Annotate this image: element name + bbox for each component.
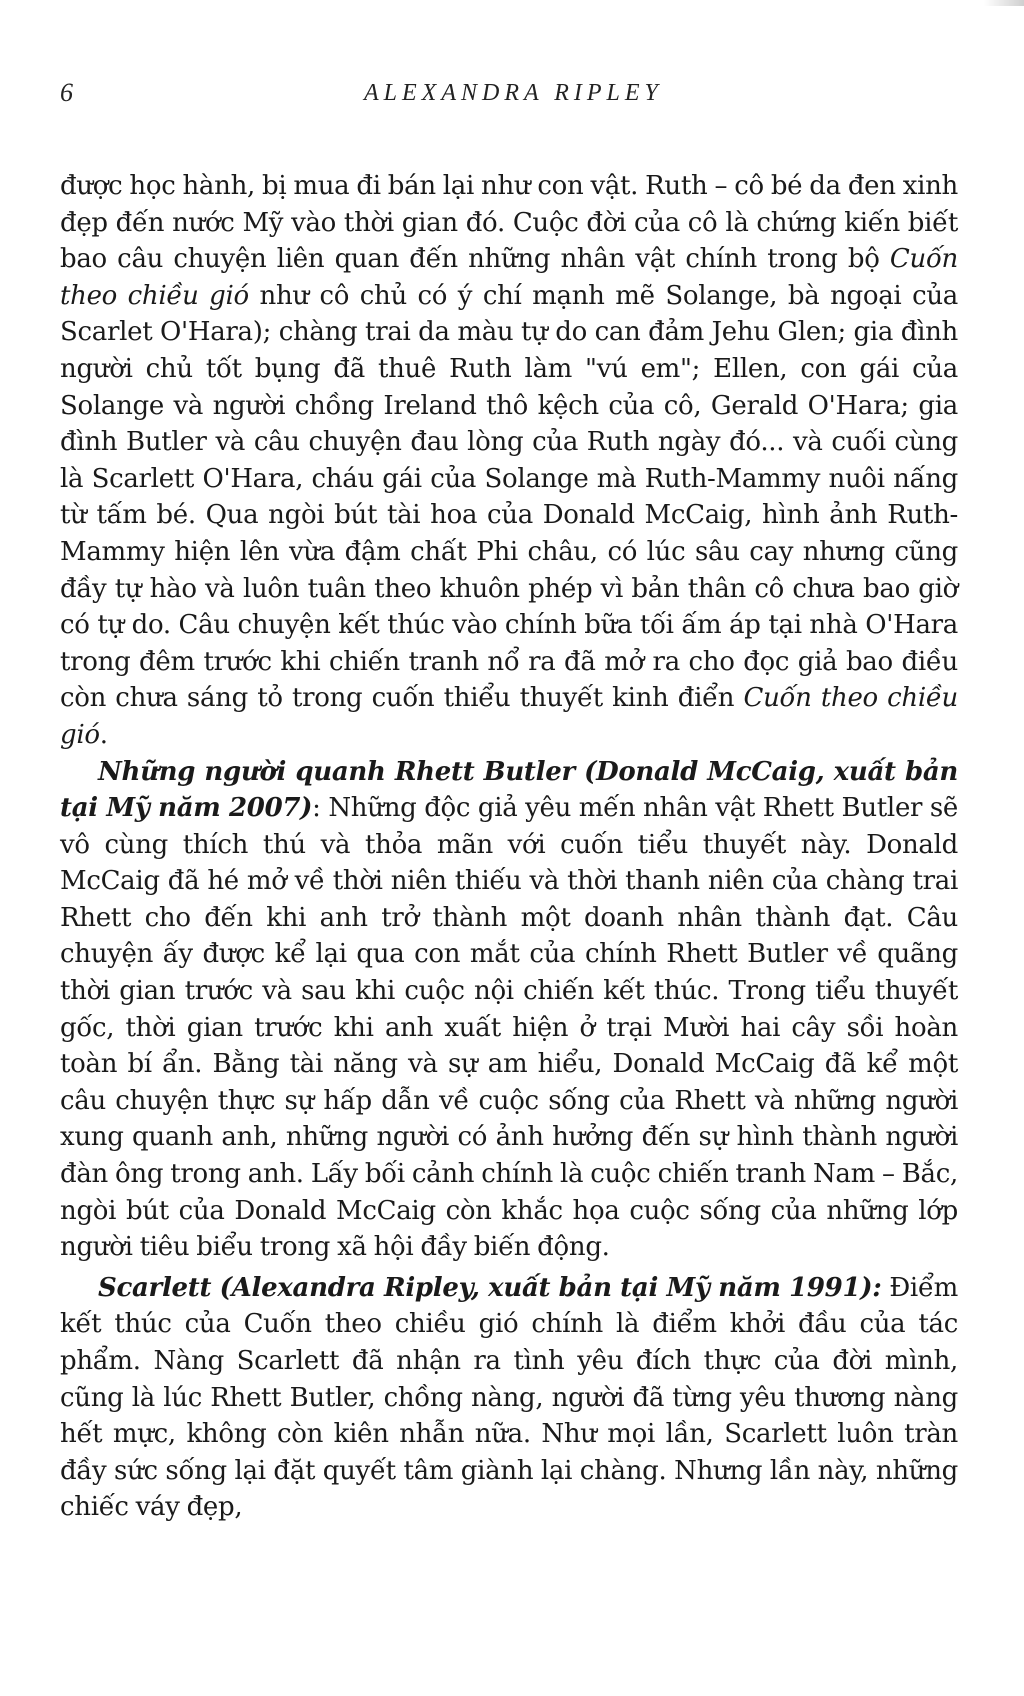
body-text [60,168,958,1526]
paragraph-text: : Những độc giả yêu mến nhân vật Rhett Butler sẽ vô cùng thích thú và thỏa mãn với cuốn tiểu thuyết này. Donald McCaig đã hé mở về thời niên thiếu và thời thanh niên của chàng trai Rhett cho đến khi anh trở thành một doanh nhân thành đạt. Câu chuyện ấy được kể lại qua con mắt của chính Rhett Butler về quãng thời gian trước và sau khi cuộc nội chiến kết thúc. Trong tiểu thuyết gốc, thời gian trước khi anh xuất hiện ở trại Mười hai cây sồi hoàn toàn bí ẩn. Bằng tài năng và sự am hiểu, Donald McCaig đã kể một câu chuyện thực sự hấp dẫn về cuộc sống của Rhett và những người xung quanh anh, những người có ảnh hưởng đến sự hình thành người đàn ông trong anh. Lấy bối cảnh chính là cuộc chiến tranh Nam – Bắc, ngòi bút của Donald McCaig còn khắc họa cuộc sống của những lớp người tiêu biểu trong xã hội đầy biến động. [60,793,959,1263]
book-title: Cuốn theo chiều gió [60,683,959,750]
paragraph-text: Điểm kết thúc của Cuốn theo chiều gió chính là điểm khởi đầu của tác phẩm. Nàng Scarlett đã nhận ra tình yêu đích thực của đời mình, cũng là lúc Rhett Butler, chồng nàng, người đã từng yêu thương nàng hết mực, không còn kiên nhẫn nữa. Như mọi lần, Scarlett luôn tràn đầy sức sống lại đặt quyết tâm giành lại chàng. Nhưng lần này, những chiếc váy đẹp, [60,1272,959,1523]
running-header-author: ALEXANDRA RIPLEY [364,80,663,106]
paragraph-lead: Những người quanh Rhett Butler (Donald McCaig, xuất bản tại Mỹ năm 2007) [60,756,958,824]
scan-edge-mark [984,0,1024,6]
paragraph-scarlett [60,1270,958,1526]
paragraph-text: . [99,719,108,750]
page-number: 6 [60,78,73,107]
book-title: Cuốn theo chiều gió [60,244,958,311]
paragraph-lead: Scarlett (Alexandra Ripley, xuất bản tại Mỹ năm 1991): [98,1272,882,1303]
paragraph-mammy [60,168,958,754]
paragraph-rhett-butler [60,754,958,1266]
paragraph-text: như cô chủ có ý chí mạnh mẽ Solange, bà ngoại của Scarlet O'Hara); chàng trai da màu tự do can đảm Jehu Glen; gia đình người chủ tốt bụng đã thuê Ruth làm "vú em"; Ellen, con gái của Solange và người chồng Ireland thô kệch của cô, Gerald O'Hara; gia đình Butler và câu chuyện đau lòng của Ruth ngày đó... và cuối cùng là Scarlett O'Hara, cháu gái của Solange mà Ruth-Mammy nuôi nấng từ tấm bé. Qua ngòi bút tài hoa của Donald McCaig, hình ảnh Ruth-Mammy hiện lên vừa đậm chất Phi châu, có lúc sâu cay nhưng cũng đầy tự hào và luôn tuân theo khuôn phép vì bản thân cô chưa bao giờ có tự do. Câu chuyện kết thúc vào chính bữa tối ấm áp tại nhà O'Hara trong đêm trước khi chiến tranh nổ ra đã mở ra cho đọc giả bao điều còn chưa sáng tỏ trong cuốn thiểu thuyết kinh điển [60,280,958,714]
paragraph-text: được học hành, bị mua đi bán lại như con vật. Ruth – cô bé da đen xinh đẹp đến nước Mỹ vào thời gian đó. Cuộc đời của cô là chứng kiến biết bao câu chuyện liên quan đến những nhân vật chính trong bộ [60,171,958,275]
